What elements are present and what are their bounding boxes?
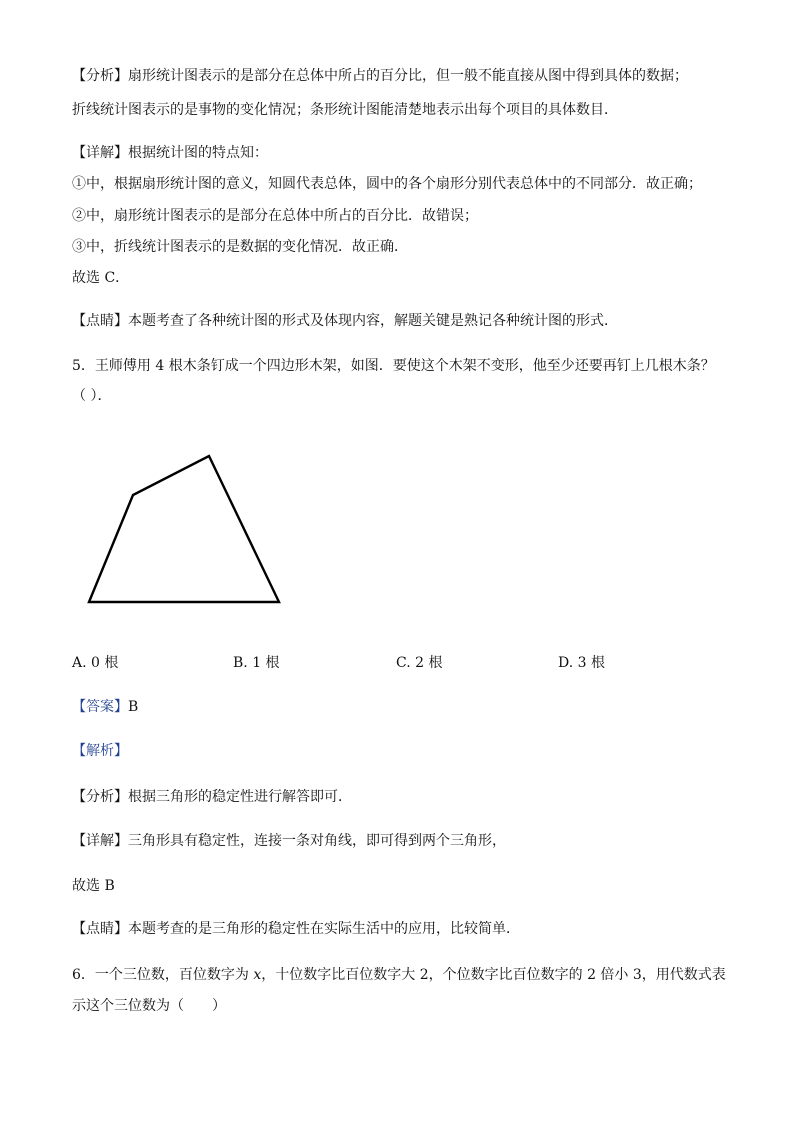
quadrilateral-outline	[89, 456, 279, 602]
q5-option-c: C. 2 根	[396, 655, 443, 671]
q5-detail: 【详解】三角形具有稳定性，连接一条对角线，即可得到两个三角形，	[72, 833, 506, 849]
q4-analysis-cont: 折线统计图表示的是事物的变化情况；条形统计图能清楚地表示出每个项目的具体数目．	[72, 102, 618, 118]
q6-stem-line-1	[72, 965, 726, 985]
q4-choice: 故选 C．	[72, 270, 130, 286]
q4-analysis: 【分析】扇形统计图表示的是部分在总体中所占的百分比，但一般不能直接从图中得到具体的数据；	[72, 68, 688, 84]
q4-detail-2: ②中，扇形统计图表示的是部分在总体中所占的百分比．故错误；	[72, 208, 478, 224]
q4-comment: 【点睛】本题考查了各种统计图的形式及体现内容，解题关键是熟记各种统计图的形式．	[72, 313, 618, 329]
q5-analysis: 【分析】根据三角形的稳定性进行解答即可．	[72, 789, 352, 805]
q6-stem-part-b: ，十位数字比百位数字大 2，个位数字比百位数字的 2 倍小 3，用代数式表	[261, 967, 726, 983]
q4-detail-3: ③中，折线统计图表示的是数据的变化情况．故正确．	[72, 239, 408, 255]
q5-answer-row	[72, 697, 138, 717]
q5-answer-tag: 【答案】	[72, 699, 128, 715]
q6-stem-line-2: 示这个三位数为（ ）	[72, 998, 226, 1014]
q5-choice: 故选 B	[72, 878, 115, 894]
quadrilateral-frame-figure	[80, 448, 290, 610]
q5-option-a: A. 0 根	[72, 655, 119, 671]
q4-detail-1: ①中，根据扇形统计图的意义，知圆代表总体，圆中的各个扇形分别代表总体中的不同部分．故正确；	[72, 176, 702, 192]
q5-comment: 【点睛】本题考查的是三角形的稳定性在实际生活中的应用，比较简单．	[72, 921, 520, 937]
q6-stem-part-a: 6．一个三位数，百位数字为	[72, 967, 254, 983]
q4-detail-head: 【详解】根据统计图的特点知：	[72, 145, 268, 161]
q5-option-d: D. 3 根	[558, 655, 605, 671]
q5-answer-value: B	[128, 699, 139, 715]
q5-option-b: B. 1 根	[233, 655, 280, 671]
q6-variable-x: x	[253, 967, 262, 983]
q5-stem-line-2: （ ）．	[72, 388, 112, 404]
q5-jiexi-tag: 【解析】	[72, 743, 128, 759]
q5-stem-line-1: 5．王师傅用 4 根木条钉成一个四边形木架，如图．要使这个木架不变形，他至少还要再钉上几根木条？	[72, 358, 715, 374]
